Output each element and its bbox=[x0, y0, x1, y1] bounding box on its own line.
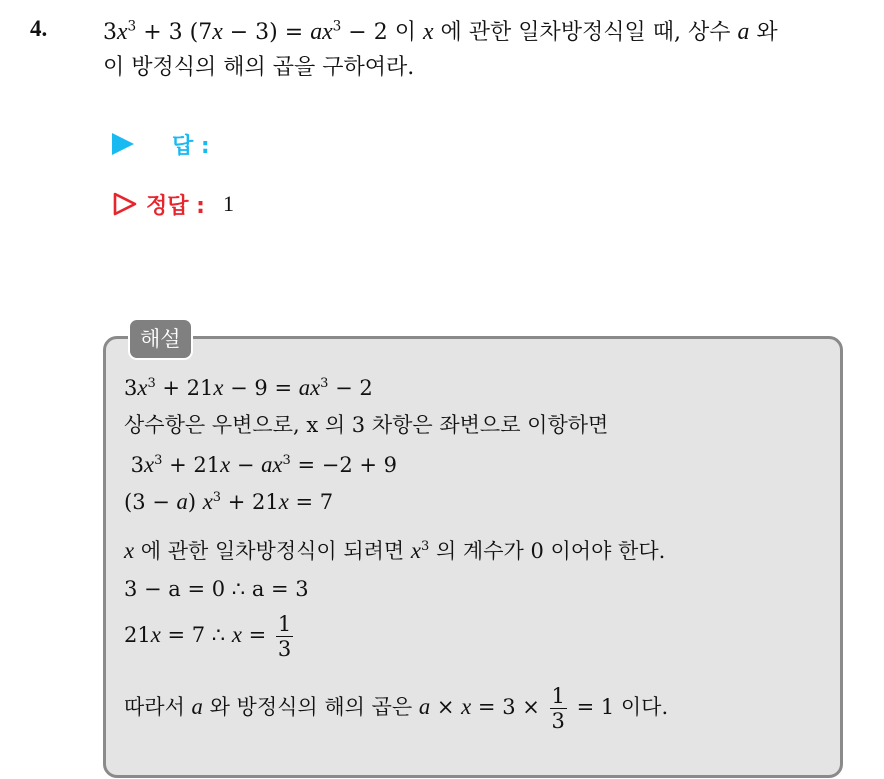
fraction-one-third: $\frac{1}{3}$ bbox=[277, 612, 292, 661]
solid-triangle-icon bbox=[112, 133, 134, 155]
solution-line-2: 상수항은 우변으로, x 의 3 차항은 좌변으로 이항하면 bbox=[124, 413, 609, 437]
correct-answer-label: 정답 : bbox=[146, 193, 205, 219]
problem-line-1 bbox=[103, 15, 778, 50]
answer-label: 답 : bbox=[172, 133, 210, 159]
correct-answer-row bbox=[112, 186, 234, 222]
solution-line-5: x 에 관한 일차방정식이 되려면 $x^3$ 의 계수가 0 이어야 한다. bbox=[124, 538, 666, 563]
problem-equation: $3x^3 + 3$ $(7x - 3) = ax^3 - 2$ 이 x bbox=[103, 18, 434, 45]
solution-line-8-text-3: 이다. bbox=[620, 695, 669, 719]
solution-line-6: 3 − a = 0 ∴ a = 3 bbox=[124, 577, 309, 601]
solution-tab: 해설 bbox=[128, 318, 193, 360]
variable-a: a bbox=[737, 19, 750, 45]
solution-line-4: (3 − a) $x^3 + 21x = 7$ bbox=[124, 489, 334, 514]
problem-text-end: 와 bbox=[756, 20, 778, 45]
answer-row bbox=[112, 126, 210, 162]
outline-triangle-icon bbox=[112, 191, 138, 217]
solution-line-1: $3x^3 + 21x - 9 = ax^3 - 2$ bbox=[124, 375, 373, 400]
solution-line-7: 21x = 7 ∴ x = $\frac{1}{3}$ bbox=[124, 612, 292, 661]
solution-line-5-text-2: 의 계수가 0 이어야 한다. bbox=[435, 539, 666, 563]
problem-line-2: 이 방정식의 해의 곱을 구하여라. bbox=[103, 55, 415, 80]
solution-line-8-text-2: 와 방정식의 해의 곱은 bbox=[209, 695, 413, 719]
solution-line-8-text-1: 따라서 bbox=[124, 695, 185, 719]
solution-line-3: $3x^3 + 21x - ax^3 = -2 + 9$ bbox=[124, 452, 398, 477]
problem-number: 4. bbox=[30, 16, 48, 41]
solution-line-8: 따라서 a 와 방정식의 해의 곱은 a × x = 3 × $\frac{1}{3}$ = 1 이다. bbox=[124, 684, 669, 733]
correct-answer-value: 1 bbox=[222, 191, 234, 216]
problem-text: 에 관한 일차방정식일 때, 상수 bbox=[440, 20, 731, 45]
fraction-one-third-2: $\frac{1}{3}$ bbox=[551, 684, 565, 733]
solution-line-5-text-1: 에 관한 일차방정식이 되려면 bbox=[140, 539, 405, 563]
